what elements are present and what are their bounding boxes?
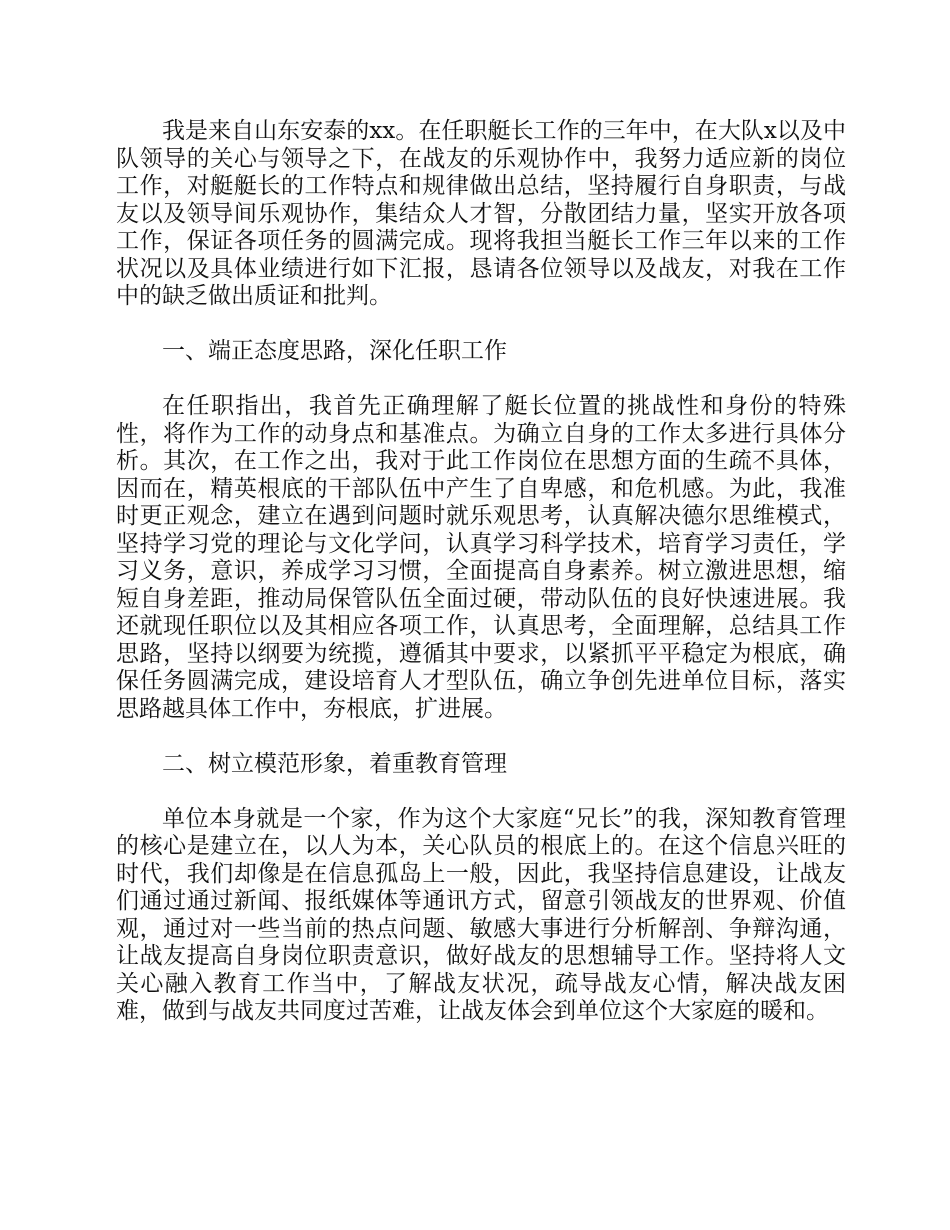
section-heading-2: 二、树立模范形象，着重教育管理 (162, 750, 507, 777)
section-heading-1: 一、端正态度思路，深化任职工作 (162, 338, 507, 364)
section-1-paragraph: 在任职指出，我首先正确理解了艇长位置的挑战性和身份的特殊性，将作为工作的动身点和基准点。为确立自身的工作太多进行具体分析。其次，在工作之出，我对于此工作岗位在思想方面的生疏不具体，因而在，精英根底的干部队伍中产生了自卑感，和危机感。为此，我准时更正观念，建立在遇到问题时就乐观思考，认真解决德尔思维模式，坚持学习党的理论与文化学问，认真学习科学技术，培育学习责任，学习义务，意识，养成学习习惯，全面提高自身素养。树立激进思想，缩短自身差距，推动局保管队伍全面过硬，带动队伍的良好快速进展。我还就现任职位以及其相应各项工作，认真思考，全面理解，总结具工作思路，坚持以纲要为统揽，遵循其中要求，以紧抓平平稳定为根底，确保任务圆满完成，建设培育人才型队伍，确立争创先进单位目标，落实思路越具体工作中，夯根底，扩进展。 (116, 393, 846, 722)
document-page (116, 118, 846, 1053)
section-2-paragraph: 单位本身就是一个家，作为这个大家庭“兄长”的我，深知教育管理的核心是建立在，以人为本，关心队员的根底上的。在这个信息兴旺的时代，我们却像是在信息孤岛上一般，因此，我坚持信息建设，让战友们通过通过新闻、报纸媒体等通讯方式，留意引领战友的世界观、价值观，通过对一些当前的热点问题、敏感大事进行分析解剖、争辩沟通，让战友提高自身岗位职责意识，做好战友的思想辅导工作。坚持将人文关心融入教育工作当中，了解战友状况，疏导战友心情，解决战友困难，做到与战友共同度过苦难，让战友体会到单位这个大家庭的暖和。 (116, 805, 846, 1024)
intro-paragraph: 我是来自山东安泰的xx。在任职艇长工作的三年中，在大队x以及中队领导的关心与领导之下，在战友的乐观协作中，我努力适应新的岗位工作，对艇艇长的工作特点和规律做出总结，坚持履行自身职责，与战友以及领导间乐观协作，集结众人才智，分散团结力量，坚实开放各项工作，保证各项任务的圆满完成。现将我担当艇长工作三年以来的工作状况以及具体业绩进行如下汇报，恳请各位领导以及战友，对我在工作中的缺乏做出质证和批判。 (116, 118, 846, 309)
